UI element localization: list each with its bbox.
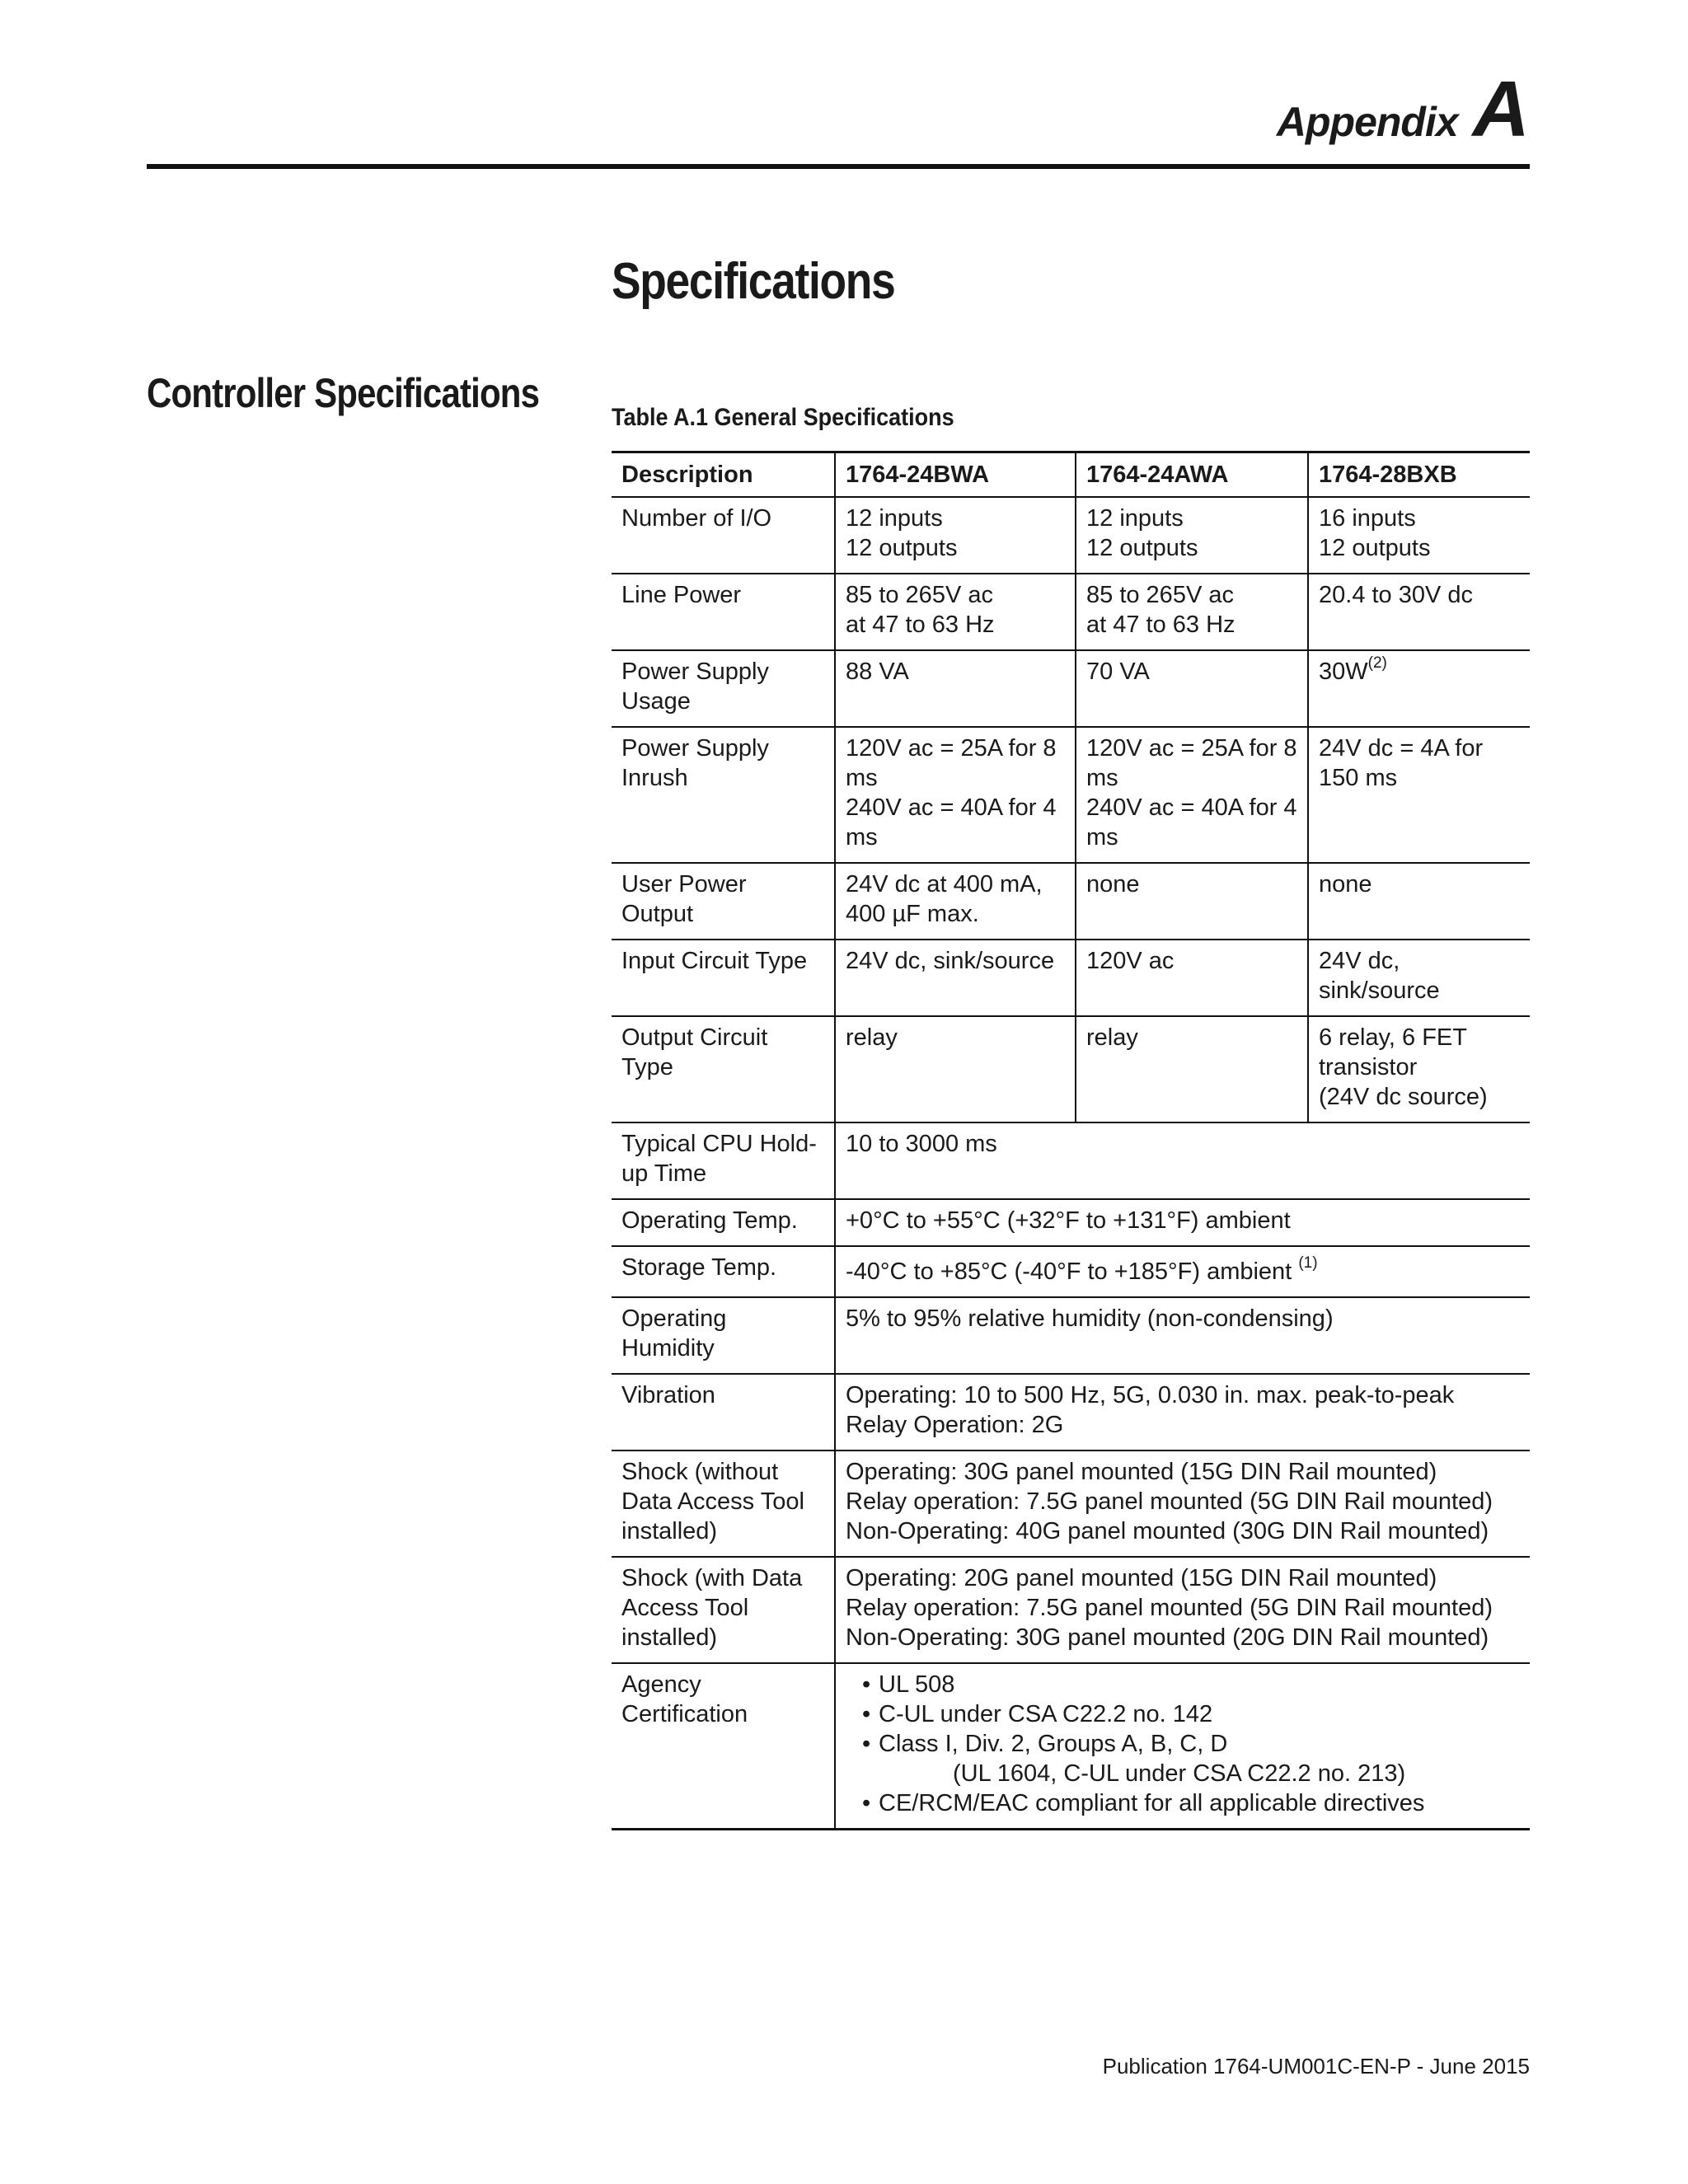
table-cell: 120V ac = 25A for 8 ms 240V ac = 40A for 4 ms: [835, 727, 1076, 863]
table-row: [612, 1199, 1530, 1246]
general-specifications-table: [612, 451, 1530, 1830]
table-cell: Operating: 30G panel mounted (15G DIN Rail mounted) Relay operation: 7.5G panel mounted (5G DIN Rail mounted) Non-Operating: 40G panel mounted (30G DIN Rail mounted): [835, 1451, 1530, 1557]
table-cell: none: [1308, 863, 1530, 940]
table-cell: 10 to 3000 ms: [835, 1122, 1530, 1199]
table-cell: $30W^{(2)}$: [1308, 650, 1530, 727]
table-cell: relay: [835, 1016, 1076, 1122]
table-cell: 6 relay, 6 FET transistor (24V dc source): [1308, 1016, 1530, 1122]
table-cell: Operating: 10 to 500 Hz, 5G, 0.030 in. max. peak-to-peak Relay Operation: 2G: [835, 1374, 1530, 1451]
row-label: Shock (with Data Access Tool installed): [612, 1557, 835, 1663]
table-row: [612, 1246, 1530, 1297]
table-row: [612, 727, 1530, 863]
table-row: [612, 574, 1530, 650]
list-item: • UL 508: [860, 1670, 1520, 1699]
table-row: [612, 1557, 1530, 1663]
table-row: [612, 1016, 1530, 1122]
table-row: [612, 1297, 1530, 1374]
table-cell: 24V dc, sink/source: [1308, 940, 1530, 1016]
table-cell: 12 inputs 12 outputs: [835, 497, 1076, 574]
table-cell: relay: [1076, 1016, 1308, 1122]
column-header: 1764-24AWA: [1076, 452, 1308, 498]
row-label: Shock (without Data Access Tool installed): [612, 1451, 835, 1557]
table-row: [612, 863, 1530, 940]
column-header: Description: [612, 452, 835, 498]
table-row: [612, 1663, 1530, 1830]
row-label: User Power Output: [612, 863, 835, 940]
footnote-ref: (2): [1367, 654, 1387, 672]
row-label: Power Supply Usage: [612, 650, 835, 727]
appendix-word: Appendix: [1276, 99, 1458, 145]
table-cell: Operating: 20G panel mounted (15G DIN Rail mounted) Relay operation: 7.5G panel mounted (5G DIN Rail mounted) Non-Operating: 30G panel mounted (20G DIN Rail mounted): [835, 1557, 1530, 1663]
row-label: Output Circuit Type: [612, 1016, 835, 1122]
publication-footer: Publication 1764-UM001C-EN-P - June 2015: [1102, 2054, 1530, 2079]
table-cell: 5% to 95% relative humidity (non-condensing): [835, 1297, 1530, 1374]
table-cell: none: [1076, 863, 1308, 940]
table-cell: -40°C to +85°C (-40°F to +185°F) ambient $^{(1)}$: [835, 1246, 1530, 1297]
row-label: Storage Temp.: [612, 1246, 835, 1297]
table-cell: 24V dc, sink/source: [835, 940, 1076, 1016]
row-label: Operating Humidity: [612, 1297, 835, 1374]
table-cell: 16 inputs 12 outputs: [1308, 497, 1530, 574]
column-header: 1764-24BWA: [835, 452, 1076, 498]
table-cell: 120V ac = 25A for 8 ms 240V ac = 40A for 4 ms: [1076, 727, 1308, 863]
row-label: Vibration: [612, 1374, 835, 1451]
header-rule: [147, 164, 1530, 169]
row-label: Input Circuit Type: [612, 940, 835, 1016]
table-row: [612, 940, 1530, 1016]
footnote-ref: (1): [1298, 1254, 1318, 1272]
row-label: Power Supply Inrush: [612, 727, 835, 863]
table-cell: 24V dc = 4A for 150 ms: [1308, 727, 1530, 863]
row-label: Agency Certification: [612, 1663, 835, 1830]
row-label: Line Power: [612, 574, 835, 650]
table-header-row: [612, 452, 1530, 498]
list-item: • C-UL under CSA C22.2 no. 142: [860, 1699, 1520, 1729]
list-item: • CE/RCM/EAC compliant for all applicable directives: [860, 1788, 1520, 1818]
section-title: Controller Specifications: [147, 370, 540, 416]
table-cell: 85 to 265V ac at 47 to 63 Hz: [1076, 574, 1308, 650]
certification-list: [860, 1670, 1520, 1818]
table-row: [612, 1374, 1530, 1451]
table-cell: 12 inputs 12 outputs: [1076, 497, 1308, 574]
table-cell: 88 VA: [835, 650, 1076, 727]
list-item: • Class I, Div. 2, Groups A, B, C, D (UL 1604, C-UL under CSA C22.2 no. 213): [860, 1729, 1520, 1788]
row-label: Number of I/O: [612, 497, 835, 574]
table-cell: 120V ac: [1076, 940, 1308, 1016]
row-label: Operating Temp.: [612, 1199, 835, 1246]
table-cell: 85 to 265V ac at 47 to 63 Hz: [835, 574, 1076, 650]
table-row: [612, 1122, 1530, 1199]
appendix-letter: A: [1472, 65, 1530, 153]
row-label: Typical CPU Hold-up Time: [612, 1122, 835, 1199]
table-cell: 20.4 to 30V dc: [1308, 574, 1530, 650]
appendix-heading: [1277, 64, 1530, 155]
table-cell: 70 VA: [1076, 650, 1308, 727]
certification-subnote: (UL 1604, C-UL under CSA C22.2 no. 213): [953, 1760, 1406, 1787]
column-header: 1764-28BXB: [1308, 452, 1530, 498]
table-row: [612, 1451, 1530, 1557]
table-caption: Table A.1 General Specifications: [612, 404, 954, 431]
table-cell: [835, 1663, 1530, 1830]
table-cell: 24V dc at 400 mA, 400 µF max.: [835, 863, 1076, 940]
table-row: [612, 497, 1530, 574]
table-row: [612, 650, 1530, 727]
chapter-title: Specifications: [612, 253, 895, 310]
table-cell: +0°C to +55°C (+32°F to +131°F) ambient: [835, 1199, 1530, 1246]
